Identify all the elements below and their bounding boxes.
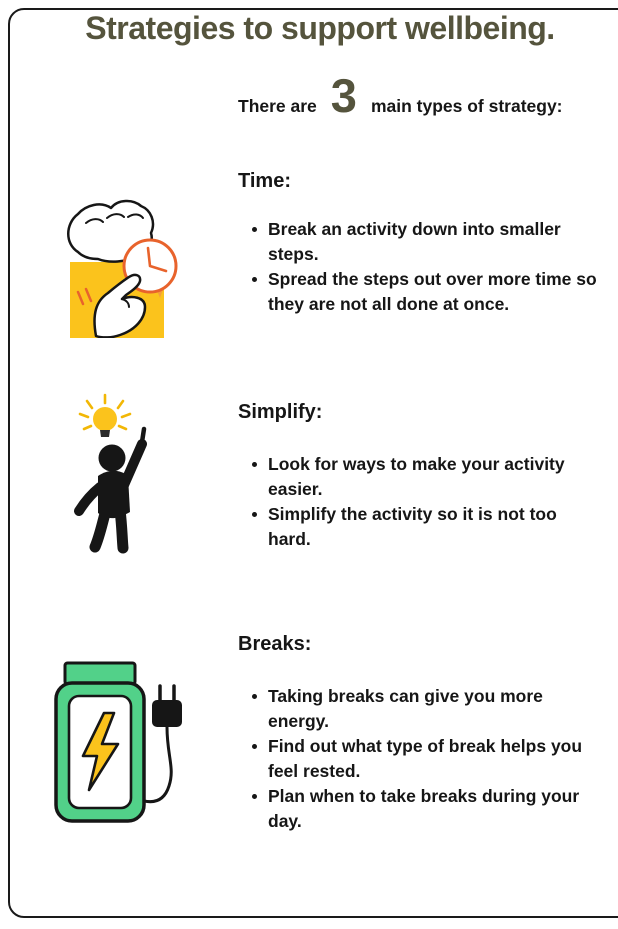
plug-body: [152, 700, 182, 727]
bullet-text: [268, 502, 557, 552]
subtitle-suffix: main types of strategy:: [370, 96, 563, 116]
bullet-line: Look for ways to make your activity: [268, 454, 565, 474]
bullet-line: Find out what type of break helps you: [268, 736, 583, 756]
list-item: [252, 452, 618, 502]
bullet-line: Simplify the activity so it is not too: [268, 504, 557, 524]
bullet-list-breaks: [252, 684, 618, 834]
section-heading-simplify: Simplify:: [238, 401, 323, 423]
bullet-line: energy.: [268, 711, 329, 731]
bullet-text: [268, 734, 582, 784]
person-idea-icon: [58, 392, 176, 562]
section-heading-time: Time:: [238, 170, 291, 192]
bullet-text: [268, 217, 561, 267]
bullet-list-time: [252, 217, 618, 317]
bullet-line: Spread the steps out over more time so: [268, 269, 597, 289]
bullet-dot: [252, 512, 257, 517]
bullet-dot: [252, 744, 257, 749]
bullet-line: steps.: [268, 244, 319, 264]
bullet-dot: [252, 227, 257, 232]
bullet-line: Break an activity down into smaller: [268, 219, 561, 239]
bullet-line: day.: [268, 811, 302, 831]
bullet-dot: [252, 694, 257, 699]
bullet-dot: [252, 794, 257, 799]
bullet-text: [268, 267, 597, 317]
list-item: [252, 784, 618, 834]
subtitle: [238, 70, 563, 122]
list-item: [252, 267, 618, 317]
bullet-line: Plan when to take breaks during your: [268, 786, 580, 806]
bullet-line: they are not all done at once.: [268, 294, 510, 314]
bullet-text: [268, 784, 579, 834]
list-item: [252, 502, 618, 552]
battery-cap: [65, 663, 135, 684]
wristwatch-clock-icon: [52, 194, 188, 338]
bullet-list-simplify: [252, 452, 618, 552]
bullet-dot: [252, 277, 257, 282]
list-item: [252, 734, 618, 784]
list-item: [252, 217, 618, 267]
list-item: [252, 684, 618, 734]
subtitle-prefix: There are: [238, 96, 317, 116]
bullet-text: [268, 684, 543, 734]
bullet-line: easier.: [268, 479, 323, 499]
subtitle-number: 3: [330, 69, 357, 122]
bullet-line: hard.: [268, 529, 311, 549]
page-title: Strategies to support wellbeing.: [85, 10, 555, 46]
bullet-dot: [252, 462, 257, 467]
lightbulb-icon: [80, 395, 130, 437]
bullet-text: [268, 452, 565, 502]
battery-charging-icon: [38, 656, 188, 830]
plug-cable: [144, 727, 171, 802]
bullet-line: Taking breaks can give you more: [268, 686, 543, 706]
section-heading-breaks: Breaks:: [238, 633, 312, 655]
person-silhouette: [79, 429, 144, 548]
plug-prongs: [160, 686, 174, 700]
bullet-line: feel rested.: [268, 761, 361, 781]
